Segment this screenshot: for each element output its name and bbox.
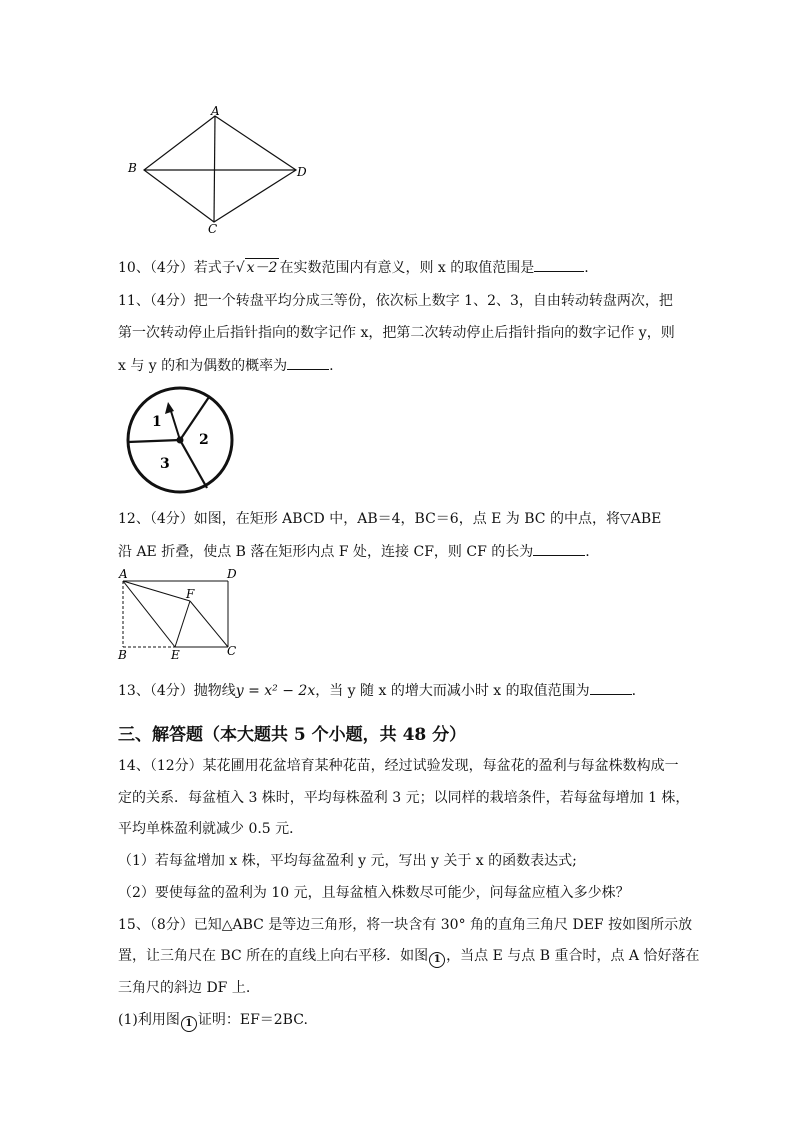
answer-blank-12[interactable] bbox=[533, 541, 585, 556]
question-14-line2: 定的关系．每盆植入 3 株时，平均每株盈利 3 元；以同样的栽培条件，若每盆每增加 1 株， bbox=[118, 790, 690, 806]
spinner-divider-3 bbox=[128, 440, 180, 442]
circled-number: 1 bbox=[181, 1016, 197, 1032]
question-15-line2: 置，让三角尺在 BC 所在的直线上向右平移．如图 1 ，当点 E 与点 B 重合时，点 A 恰好落在 bbox=[118, 947, 700, 968]
section-heading: 三、解答题（本大题共 5 个小题，共 48 分） bbox=[118, 725, 467, 745]
answer-blank-10[interactable] bbox=[534, 257, 584, 272]
label-a: A bbox=[211, 104, 220, 118]
question-14-line3: 平均单株盈利就减少 0.5 元． bbox=[118, 821, 304, 837]
segment-ae bbox=[123, 581, 175, 647]
label-e: E bbox=[171, 648, 180, 662]
sector-2-label: 2 bbox=[199, 432, 209, 448]
question-12-line1: 12、（4分）如图，在矩形 ABCD 中，AB＝4，BC＝6，点 E 为 BC 的中点，将▽ABE bbox=[118, 511, 662, 527]
spinner-center bbox=[177, 437, 184, 444]
label-c: C bbox=[208, 222, 218, 236]
segment-af bbox=[123, 581, 190, 601]
label-a: A bbox=[119, 567, 128, 581]
label-d: D bbox=[297, 165, 307, 179]
spinner-arrowhead bbox=[165, 402, 174, 414]
question-11-line1: 11、（4分）把一个转盘平均分成三等份，依次标上数字 1、2、3，自由转动转盘两次，把 bbox=[118, 293, 673, 309]
label-d: D bbox=[227, 567, 237, 581]
sqrt-expression: x－2 bbox=[246, 260, 278, 276]
question-14-sub2: （2）要使每盆的盈利为 10 元，且每盆植入株数尽可能少，问每盆应植入多少株？ bbox=[118, 885, 630, 901]
question-15-sub1: (1)利用图 1 证明：EF＝2BC. bbox=[118, 1011, 308, 1032]
sector-3-label: 3 bbox=[160, 456, 170, 472]
question-14-line1: 14、（12分）某花圃用花盆培育某种花苗，经过试验发现，每盆花的盈利与每盆株数构成一 bbox=[118, 758, 679, 774]
label-c: C bbox=[227, 644, 237, 658]
question-11-line3: x 与 y 的和为偶数的概率为 . bbox=[118, 355, 334, 375]
segment-fe bbox=[175, 601, 190, 647]
question-10: 10、（4分）若式子√ x－2 在实数范围内有意义，则 x 的取值范围是 . bbox=[118, 257, 589, 277]
question-13: 13、（4分）抛物线y = x² − 2x，当 y 随 x 的增大而减小时 x 的取值范围为 . bbox=[118, 680, 636, 700]
question-15-line3: 三角尺的斜边 DF 上. bbox=[118, 980, 251, 996]
rectangle-figure bbox=[114, 566, 244, 662]
answer-blank-11[interactable] bbox=[287, 355, 329, 370]
label-f: F bbox=[186, 587, 195, 601]
question-12-line2: 沿 AE 折叠，使点 B 落在矩形内点 F 处，连接 CF，则 CF 的长为 . bbox=[118, 541, 590, 561]
circled-number: 1 bbox=[429, 952, 445, 968]
sector-1-label: 1 bbox=[152, 414, 162, 430]
question-14-sub1: （1）若每盆增加 x 株，平均每盆盈利 y 元，写出 y 关于 x 的函数表达式; bbox=[118, 853, 577, 869]
answer-blank-13[interactable] bbox=[590, 680, 632, 695]
question-15-line1: 15、（8分）已知△ABC 是等边三角形，将一块含有 30° 角的直角三角尺 DEF 按如图所示放 bbox=[118, 917, 693, 933]
question-11-line2: 第一次转动停止后指针指向的数字记作 x，把第二次转动停止后指针指向的数字记作 y，则 bbox=[118, 325, 675, 341]
rhombus-figure bbox=[120, 104, 310, 236]
spinner-pointer bbox=[170, 408, 180, 440]
parabola-formula: y = x² − 2x bbox=[235, 683, 316, 699]
rhombus-diagonal-ac bbox=[214, 116, 215, 222]
spinner-figure bbox=[120, 380, 240, 500]
label-b: B bbox=[128, 161, 137, 175]
segment-fc bbox=[190, 601, 228, 647]
label-b: B bbox=[118, 648, 127, 662]
rhombus-outline bbox=[144, 116, 296, 222]
